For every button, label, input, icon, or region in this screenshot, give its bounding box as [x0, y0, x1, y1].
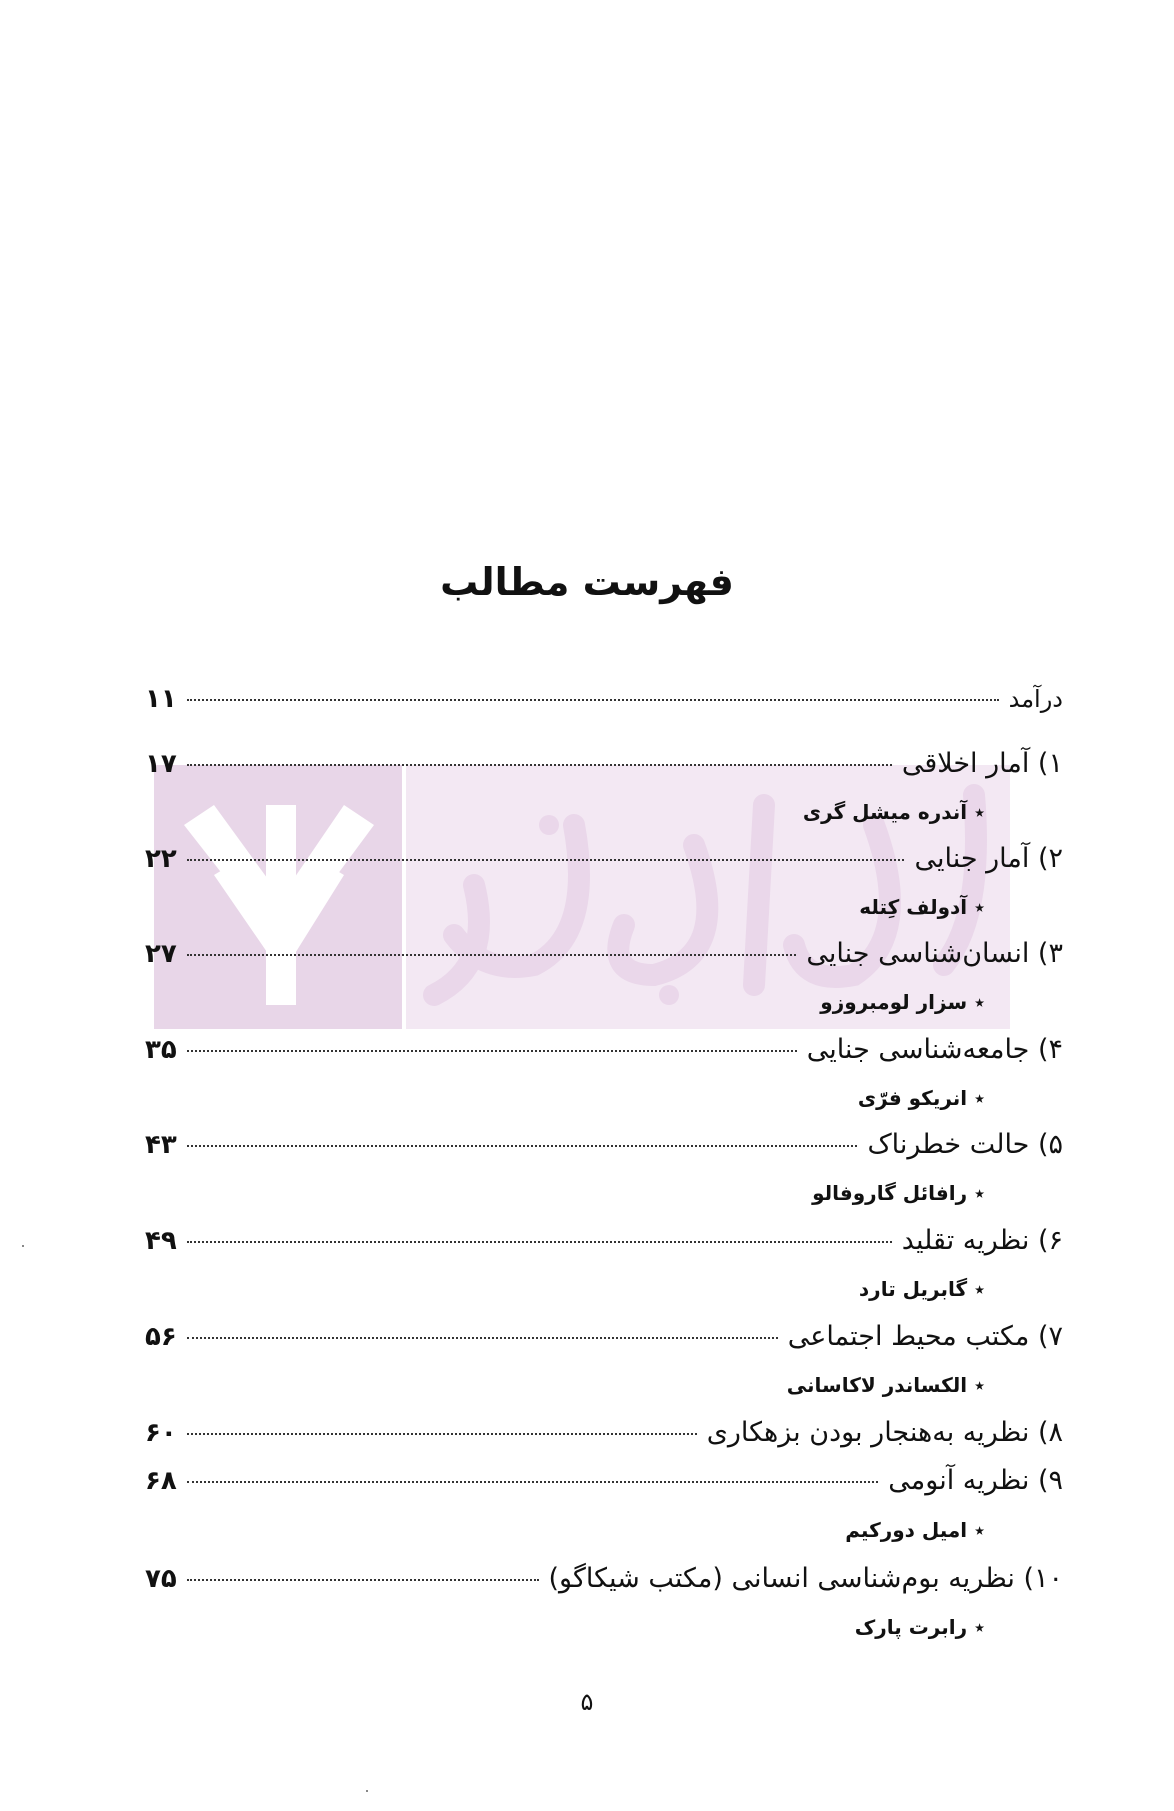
toc-entry-title: ۴) جامعه‌شناسی جنایی: [806, 1034, 1063, 1065]
toc-entry-page: ۲۷: [145, 939, 177, 969]
toc-entry-title: ۵) حالت خطرناک: [867, 1129, 1063, 1160]
toc-entry[interactable]: [145, 938, 1063, 978]
dot-leader: [187, 1579, 539, 1581]
dot-leader: [187, 1433, 697, 1435]
toc-entry-page: ۶۸: [145, 1466, 177, 1496]
toc-author: ٭ سزار لومبروزو: [820, 990, 985, 1014]
toc-entry-page: ۴۹: [145, 1226, 177, 1256]
dot-leader: [187, 1050, 797, 1052]
toc-entry-title: ۸) نظریه به‌هنجار بودن بزهکاری: [706, 1417, 1063, 1448]
dot-leader: [187, 1481, 879, 1483]
toc-entry[interactable]: [145, 684, 1063, 724]
dot-leader: [187, 764, 892, 766]
toc-entry[interactable]: [145, 748, 1063, 788]
page-number: ۵: [580, 1688, 594, 1716]
toc-entry-title: ۹) نظریه آنومی: [888, 1465, 1063, 1496]
toc-entry-page: ۱۱: [145, 684, 177, 714]
toc-entry-page: ۳۵: [145, 1035, 177, 1065]
toc-entry-title: ۱۰) نظریه بوم‌شناسی انسانی (مکتب شیکاگو): [548, 1563, 1063, 1594]
toc-entry-page: ۵۶: [145, 1322, 177, 1352]
toc-entry[interactable]: [145, 1563, 1063, 1603]
scan-speck: [366, 1790, 368, 1792]
toc-author: ٭ انریکو فرّی: [857, 1086, 985, 1110]
toc-author: ٭ آدولف کِتله: [859, 895, 985, 919]
toc-entry-title: ۲) آمار جنایی: [914, 843, 1063, 874]
toc-author: ٭ گابریل تارد: [858, 1277, 985, 1301]
page-title: فهرست مطالب: [440, 560, 734, 604]
toc-entry-title: ۷) مکتب محیط اجتماعی: [787, 1321, 1063, 1352]
toc-entry-page: ۶۰: [145, 1418, 177, 1448]
toc-entry-title: ۳) انسان‌شناسی جنایی: [806, 938, 1063, 969]
toc-author: ٭ الکساندر لاکاسانی: [786, 1373, 985, 1397]
toc-entry[interactable]: [145, 1321, 1063, 1361]
toc-entry-page: ۴۳: [145, 1130, 177, 1160]
toc-entry-page: ۱۷: [145, 749, 177, 779]
dot-leader: [187, 1145, 858, 1147]
dot-leader: [187, 859, 905, 861]
toc-entry-title: ۶) نظریه تقلید: [901, 1225, 1063, 1256]
toc-entry[interactable]: [145, 1034, 1063, 1074]
dot-leader: [187, 699, 999, 701]
dot-leader: [187, 1337, 778, 1339]
dot-leader: [187, 954, 797, 956]
toc-author: ٭ امیل دورکیم: [845, 1518, 985, 1542]
toc-entry[interactable]: [145, 1417, 1063, 1457]
toc-entry[interactable]: [145, 1129, 1063, 1169]
toc-entry-page: ۲۲: [145, 844, 177, 874]
toc-entry-page: ۷۵: [145, 1564, 177, 1594]
toc-entry[interactable]: [145, 1465, 1063, 1505]
scan-speck: [22, 1245, 24, 1247]
toc-author: ٭ رابرت پارک: [854, 1615, 985, 1639]
toc-author: ٭ آندره میشل گری: [802, 800, 985, 824]
toc-author: ٭ رافائل گاروفالو: [812, 1181, 985, 1205]
toc-entry[interactable]: [145, 1225, 1063, 1265]
toc-entry[interactable]: [145, 843, 1063, 883]
dot-leader: [187, 1241, 892, 1243]
toc-entry-title: درآمد: [1008, 685, 1063, 713]
toc-entry-title: ۱) آمار اخلاقی: [901, 748, 1063, 779]
